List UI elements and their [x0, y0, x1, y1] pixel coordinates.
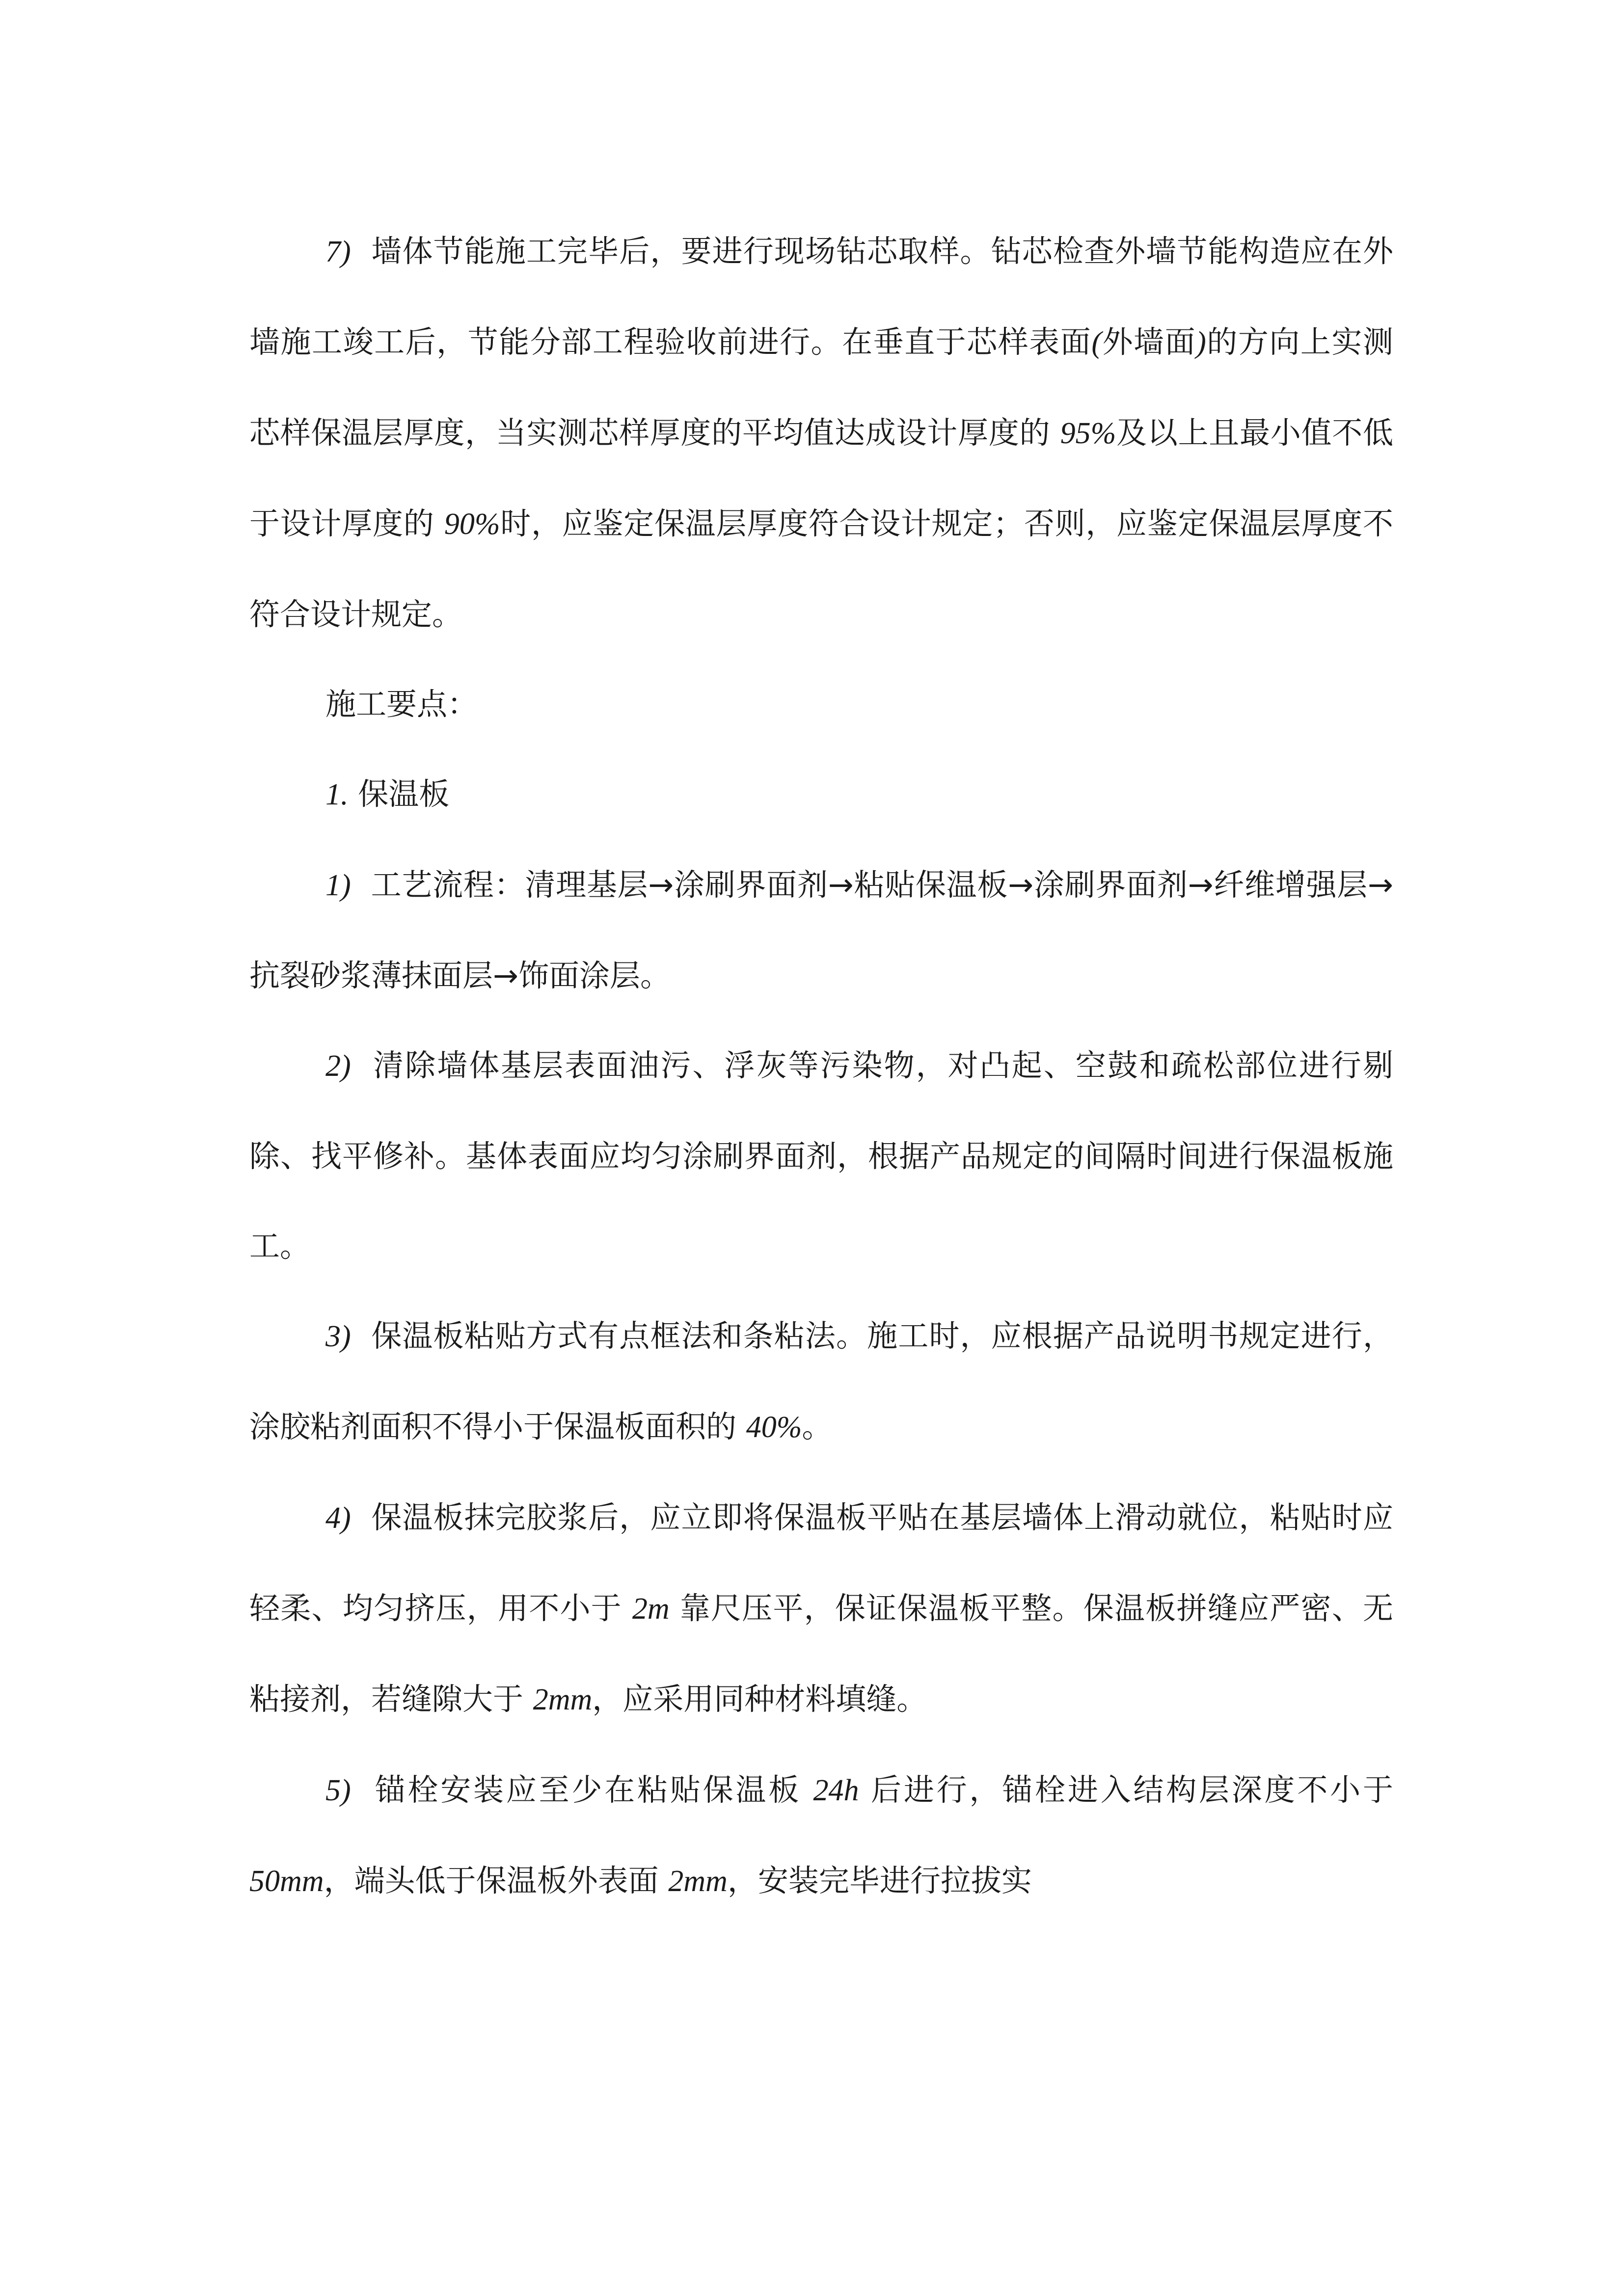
paragraph-text: 。: [802, 1409, 833, 1444]
paragraph-text: ，安装完毕进行拉拔实: [727, 1863, 1032, 1898]
paragraph-1-process-flow: [249, 840, 1393, 1020]
section-heading-construction-points: [249, 659, 1393, 749]
paragraph-text: 工艺流程：清理基层→涂刷界面剂→粘贴保温板→涂刷界面剂→纤维增强层→抗裂砂浆薄抹面层→饰面涂层。: [249, 867, 1394, 993]
paragraph-text: 清除墙体基层表面油污、浮灰等污染物，对凸起、空鼓和疏松部位进行剔除、找平修补。基体表面应均匀涂刷界面剂，根据产品规定的间隔时间进行保温板施工。: [249, 1047, 1393, 1264]
paragraph-number: 5): [325, 1774, 351, 1807]
paragraph-4-board-placement: [249, 1472, 1393, 1745]
paragraph-value: 50mm: [249, 1865, 324, 1898]
paragraph-value: 40%: [746, 1411, 802, 1444]
paragraph-number: 1): [325, 869, 351, 902]
paragraph-text: 时，应鉴定保温层厚度符合设计规定；否则，应鉴定保温层厚度不符合设计规定。: [249, 506, 1393, 632]
paragraph-number: 7): [325, 235, 351, 268]
paragraph-text: 后进行，锚栓进入结构层深度不小于: [859, 1772, 1393, 1808]
heading-text: 施工要点：: [325, 686, 478, 722]
paragraph-value: 2mm: [668, 1865, 728, 1898]
subsection-heading-insulation-board: [249, 749, 1393, 840]
paragraph-value: 2m: [632, 1592, 670, 1626]
paragraph-text: 及以上且最小值不低于设计厚度的: [249, 415, 1393, 541]
paragraph-text: (: [1091, 326, 1102, 359]
paragraph-number: 2): [325, 1049, 351, 1083]
document-body: [249, 206, 1393, 1926]
paragraph-value: 24h: [813, 1774, 859, 1807]
paragraph-number: 1.: [325, 778, 349, 811]
paragraph-text: 的方向上实测芯样保温层厚度，当实测芯样厚度的平均值达成设计厚度的: [249, 324, 1393, 451]
paragraph-text: 锚栓安装应至少在粘贴保温板: [375, 1772, 813, 1808]
heading-text: 保温板: [358, 776, 450, 812]
paragraph-7-core-sampling: [249, 206, 1393, 659]
paragraph-text: 保温板粘贴方式有点框法和条粘法。施工时，应根据产品说明书规定进行，涂胶粘剂面积不得小于保温板面积的: [249, 1318, 1393, 1444]
paragraph-value: 90%: [444, 507, 500, 541]
paragraph-number: 3): [325, 1320, 351, 1353]
paragraph-text: ，端头低于保温板外表面: [324, 1863, 669, 1898]
paragraph-text: 墙体节能施工完毕后，要进行现场钻芯取样。钻芯检查外墙节能构造应在外墙施工竣工后，节能分部工程验收前进行。在垂直于芯样表面: [249, 233, 1393, 360]
paragraph-3-bonding-method: [249, 1291, 1393, 1472]
paragraph-text: ，应采用同种材料填缝。: [592, 1681, 927, 1717]
paragraph-text: 保温板抹完胶浆后，应立即将保温板平贴在基层墙体上滑动就位，粘贴时应轻柔、均匀挤压，用不小于: [249, 1499, 1393, 1626]
paragraph-2-substrate-cleaning: [249, 1020, 1393, 1291]
paragraph-text: 外墙面: [1102, 324, 1196, 360]
paragraph-number: 4): [325, 1501, 351, 1535]
paragraph-text: ): [1196, 326, 1206, 359]
paragraph-value: 2mm: [533, 1683, 593, 1716]
paragraph-5-anchor-installation: [249, 1745, 1393, 1926]
paragraph-value: 95%: [1060, 417, 1116, 450]
paragraph-text: 靠尺压平，保证保温板平整。保温板拼缝应严密、无粘接剂，若缝隙大于: [249, 1590, 1393, 1717]
